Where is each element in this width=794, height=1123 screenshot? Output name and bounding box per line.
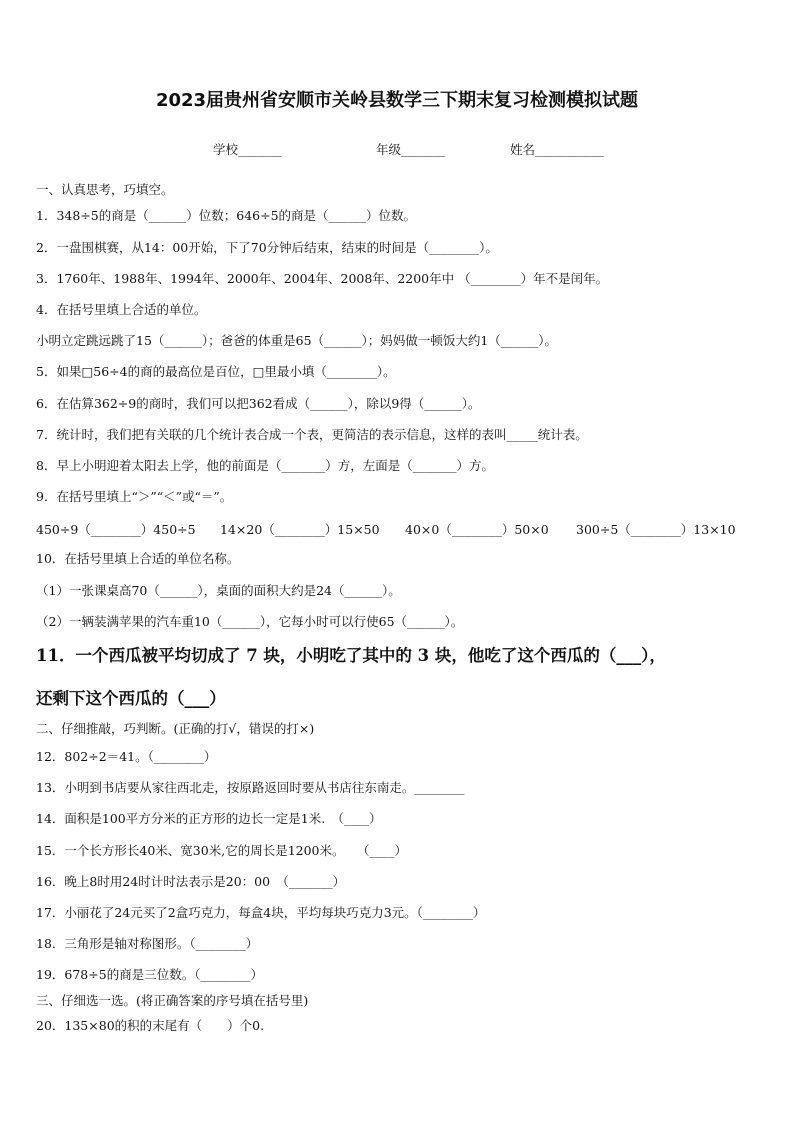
compare-item-4: 300÷5（________）13×10 xyxy=(576,522,736,537)
question-6: 6．在估算362÷9的商时，我们可以把362看成（______），除以9得（______）。 xyxy=(36,396,481,411)
question-20: 20．135×80的积的末尾有（ ）个0. xyxy=(36,1018,265,1033)
question-14: 14．面积是100平方分米的正方形的边长一定是1米. （____） xyxy=(36,811,382,826)
question-4-body: 小明立定跳远跳了15（______）；爸爸的体重是65（______）；妈妈做一顿饭大约1（______）。 xyxy=(36,333,558,348)
question-11-line-2: 还剩下这个西瓜的（___） xyxy=(36,689,226,708)
question-5: 5．如果□56÷4的商的最高位是百位，□里最小填（________）。 xyxy=(36,364,396,379)
name-field: 姓名___________ xyxy=(510,142,604,157)
question-18: 18．三角形是轴对称图形。（________） xyxy=(36,936,259,951)
question-19: 19．678÷5的商是三位数。（________） xyxy=(36,967,263,982)
question-13: 13．小明到书店要从家往西北走，按原路返回时要从书店往东南走。________ xyxy=(36,780,465,795)
compare-item-3: 40×0（________）50×0 xyxy=(405,522,549,537)
question-10: 10．在括号里填上合适的单位名称。 xyxy=(36,551,240,566)
section-1-heading: 一、认真思考，巧填空。 xyxy=(36,182,174,197)
section-2-heading: 二、仔细推敲，巧判断。(正确的打√，错误的打×) xyxy=(36,721,315,736)
question-10-part-2: （2）一辆装满苹果的汽车重10（______），它每小时可以行使65（______）。 xyxy=(36,614,464,629)
question-3: 3．1760年、1988年、1994年、2000年、2004年、2008年、2200年中 （________）年不是闰年。 xyxy=(36,271,609,286)
page-title: 2023届贵州省安顺市关岭县数学三下期末复习检测模拟试题 xyxy=(155,90,639,111)
question-10-part-1: （1）一张课桌高70（______），桌面的面积大约是24（______）。 xyxy=(36,583,401,598)
compare-item-1: 450÷9（________）450÷5 xyxy=(36,522,196,537)
question-9: 9．在括号里填上“＞”“＜”或“＝”。 xyxy=(36,489,233,504)
question-4: 4．在括号里填上合适的单位。 xyxy=(36,302,207,317)
school-field: 学校_______ xyxy=(213,142,282,157)
question-12: 12．802÷2＝41。（________） xyxy=(36,749,217,764)
question-2: 2．一盘围棋赛，从14：00开始，下了70分钟后结束，结束的时间是（________）。 xyxy=(36,240,498,255)
question-16: 16．晚上8时用24时计时法表示是20：00 （_______） xyxy=(36,874,346,889)
question-11-line-1: 11．一个西瓜被平均切成了 7 块，小明吃了其中的 3 块，他吃了这个西瓜的（___）， xyxy=(36,646,666,665)
question-7: 7．统计时，我们把有关联的几个统计表合成一个表，更简洁的表示信息，这样的表叫_____统计表。 xyxy=(36,427,588,442)
section-3-heading: 三、仔细选一选。(将正确答案的序号填在括号里) xyxy=(36,993,309,1008)
question-8: 8．早上小明迎着太阳去上学，他的前面是（_______）方，左面是（_______）方。 xyxy=(36,458,494,473)
compare-item-2: 14×20（________）15×50 xyxy=(220,522,380,537)
question-17: 17．小丽花了24元买了2盒巧克力，每盒4块，平均每块巧克力3元。（________） xyxy=(36,905,486,920)
question-1: 1．348÷5的商是（______）位数；646÷5的商是（______）位数。 xyxy=(36,208,417,223)
grade-field: 年级_______ xyxy=(376,142,445,157)
question-15: 15．一个长方形长40米、宽30米,它的周长是1200米。 （____） xyxy=(36,843,408,858)
